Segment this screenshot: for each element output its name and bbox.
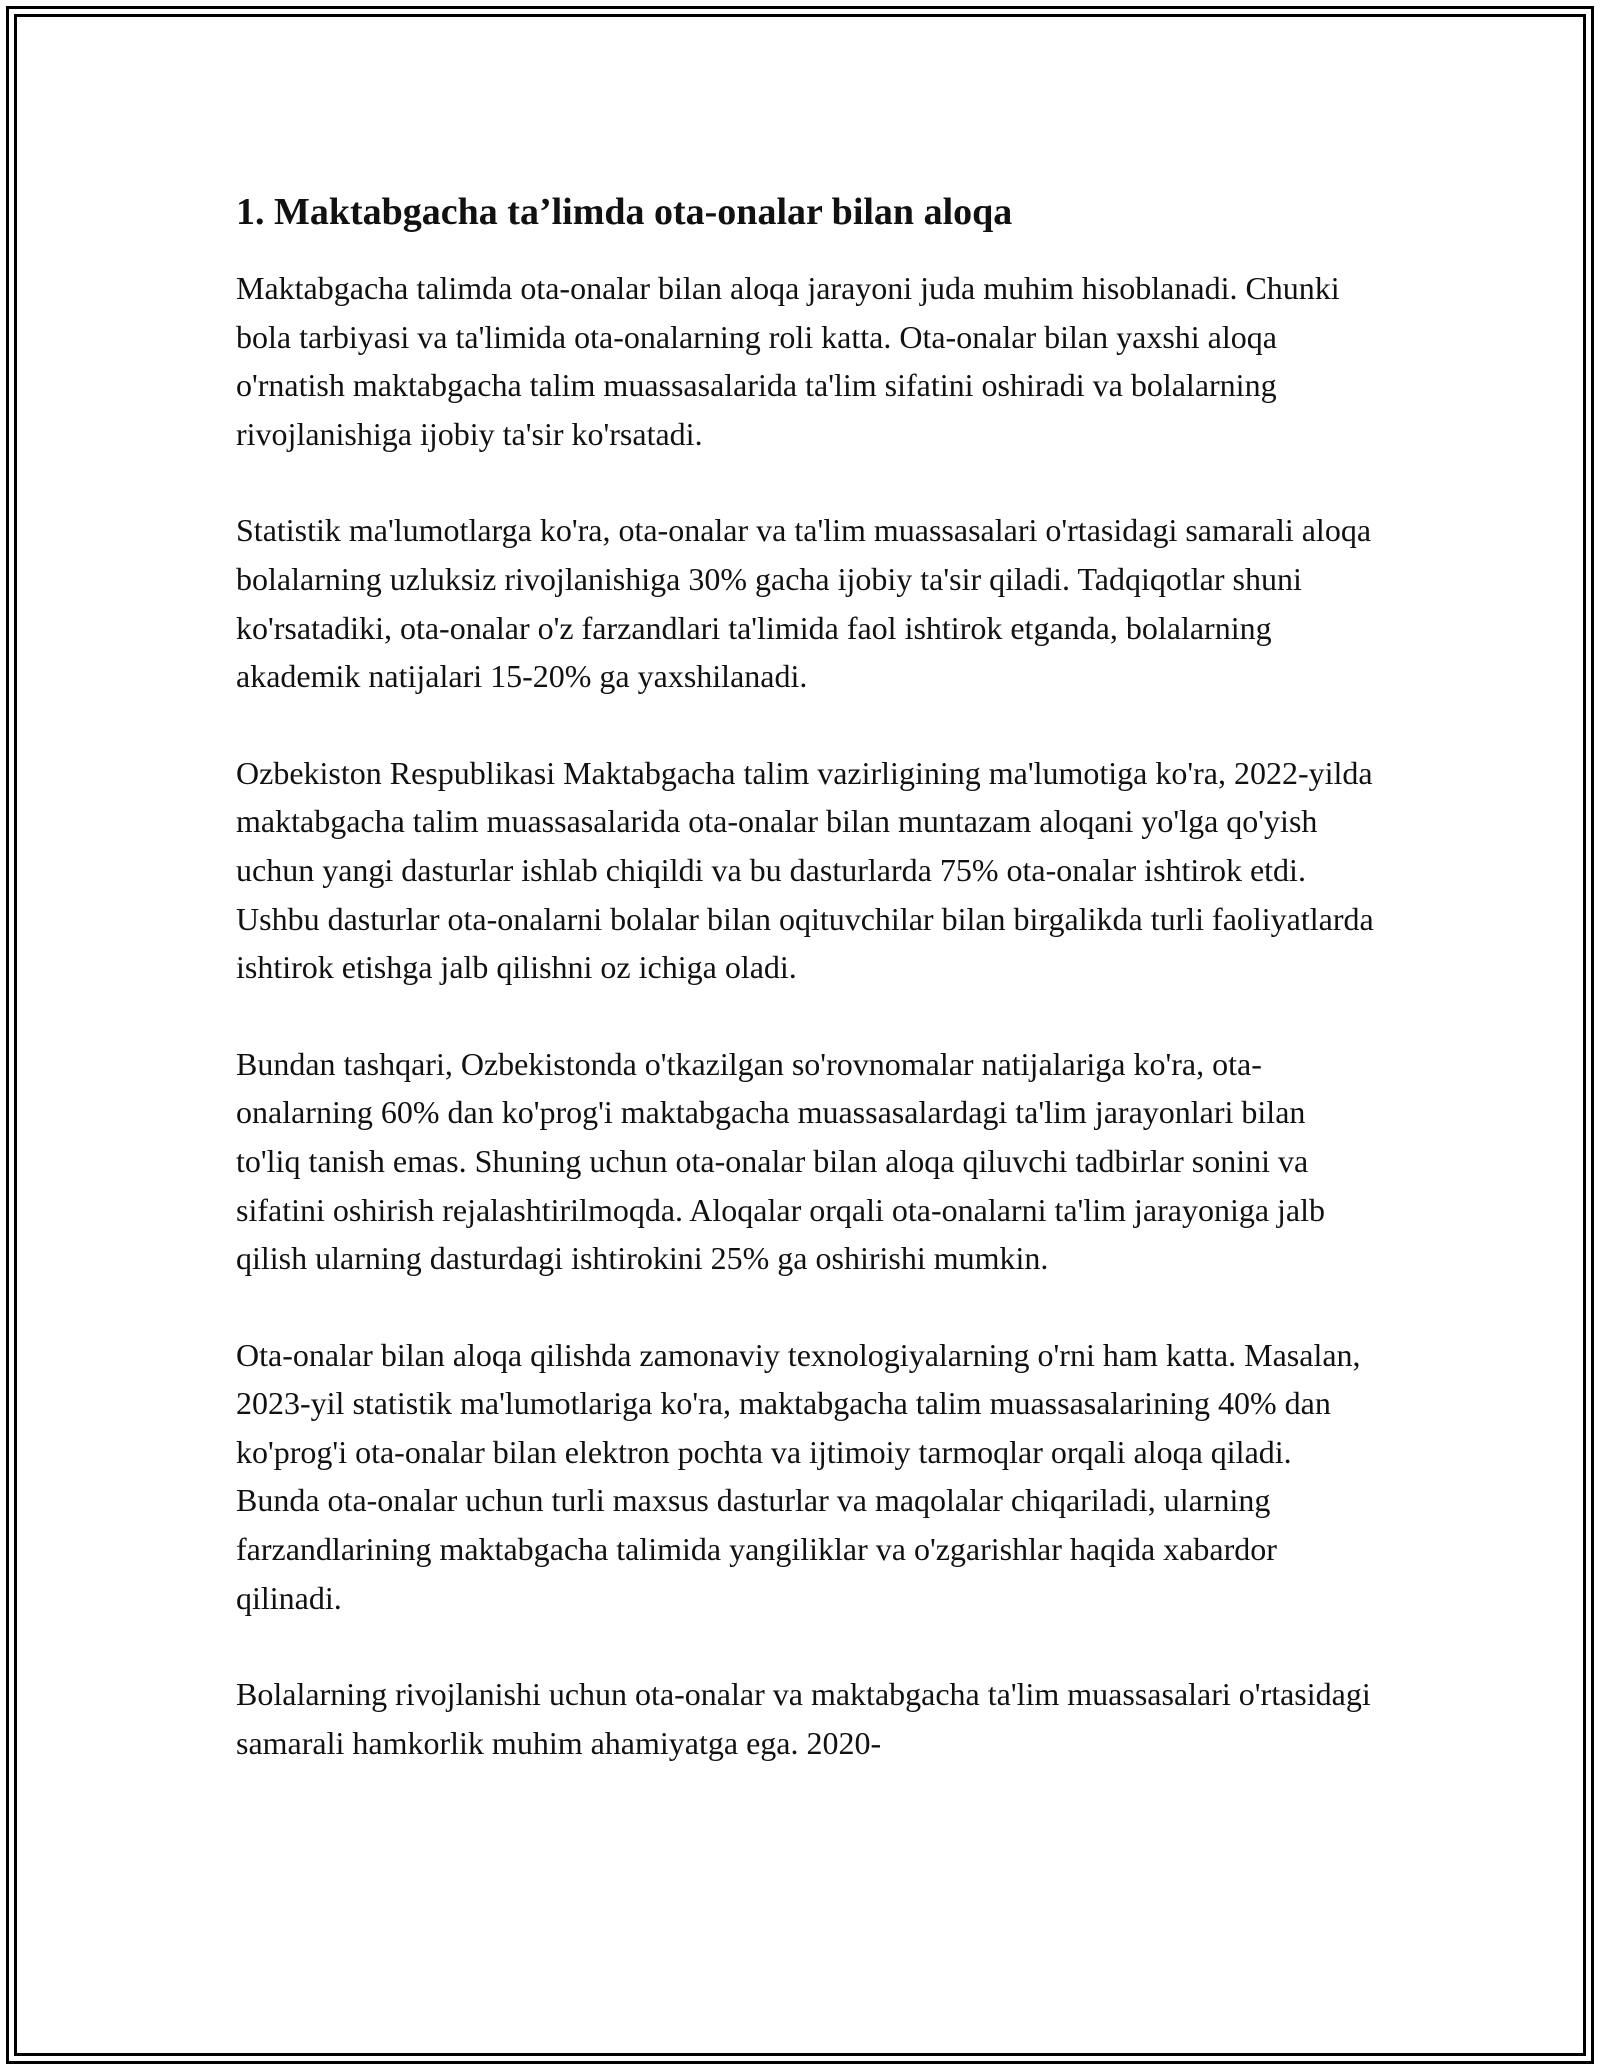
paragraph-1: Maktabgacha talimda ota-onalar bilan aloqa jarayoni juda muhim hisoblanadi. Chunki bola tarbiyasi va ta'limida ota-onalarning roli katta. Ota-onalar bilan yaxshi aloqa o'rnatish maktabgacha talim muassasalarida ta'lim sifatini oshiradi va bolalarning rivojlanishiga ijobiy ta'sir ko'rsatadi. <box>236 270 1340 452</box>
section-heading: 1. Maktabgacha ta’limda ota-onalar bilan aloqa <box>236 191 1013 233</box>
paragraph-6: Bolalarning rivojlanishi uchun ota-onalar va maktabgacha ta'lim muassasalari o'rtasidagi samarali hamkorlik muhim ahamiyatga ega. 2020- <box>236 1676 1371 1761</box>
paragraph-3: Ozbekiston Respublikasi Maktabgacha talim vazirligining ma'lumotiga ko'ra, 2022-yilda maktabgacha talim muassasalarida ota-onalar bilan muntazam aloqani yo'lga qo'yish uchun yangi dasturlar ishlab chiqildi va bu dasturlarda 75% ota-onalar ishtirok etdi. Ushbu dasturlar ota-onalarni bolalar bilan oqituvchilar bilan birgalikda turli faoliyatlarda ishtirok etishga jalb qilishni oz ichiga oladi. <box>236 754 1374 986</box>
paragraph-4: Bundan tashqari, Ozbekistonda o'tkazilgan so'rovnomalar natijalariga ko'ra, ota-onalarning 60% dan ko'prog'i maktabgacha muassasalardagi ta'lim jarayonlari bilan to'liq tanish emas. Shuning uchun ota-onalar bilan aloqa qiluvchi tadbirlar sonini va sifatini oshirish rejalashtirilmoqda. Aloqalar orqali ota-onalarni ta'lim jarayoniga jalb qilish ularning dasturdagi ishtirokini 25% ga oshirishi mumkin. <box>236 1045 1326 1277</box>
paragraph-2: Statistik ma'lumotlarga ko'ra, ota-onalar va ta'lim muassasalari o'rtasidagi samarali aloqa bolalarning uzluksiz rivojlanishiga 30% gacha ijobiy ta'sir qiladi. Tadqiqotlar shuni ko'rsatadiki, ota-onalar o'z farzandlari ta'limida faol ishtirok etganda, bolalarning akademik natijalari 15-20% ga yaxshilanadi. <box>236 512 1372 695</box>
paragraph-5: Ota-onalar bilan aloqa qilishda zamonaviy texnologiyalarning o'rni ham katta. Masalan, 2023-yil statistik ma'lumotlariga ko'ra, maktabgacha talim muassasalarining 40% dan ko'prog'i ota-onalar bilan elektron pochta va ijtimoiy tarmoqlar orqali aloqa qiladi. Bunda ota-onalar uchun turli maxsus dasturlar va maqolalar chiqariladi, ularning farzandlarining maktabgacha talimida yangiliklar va o'zgarishlar haqida xabardor qilinadi. <box>236 1336 1361 1616</box>
document-body <box>236 186 1376 1815</box>
